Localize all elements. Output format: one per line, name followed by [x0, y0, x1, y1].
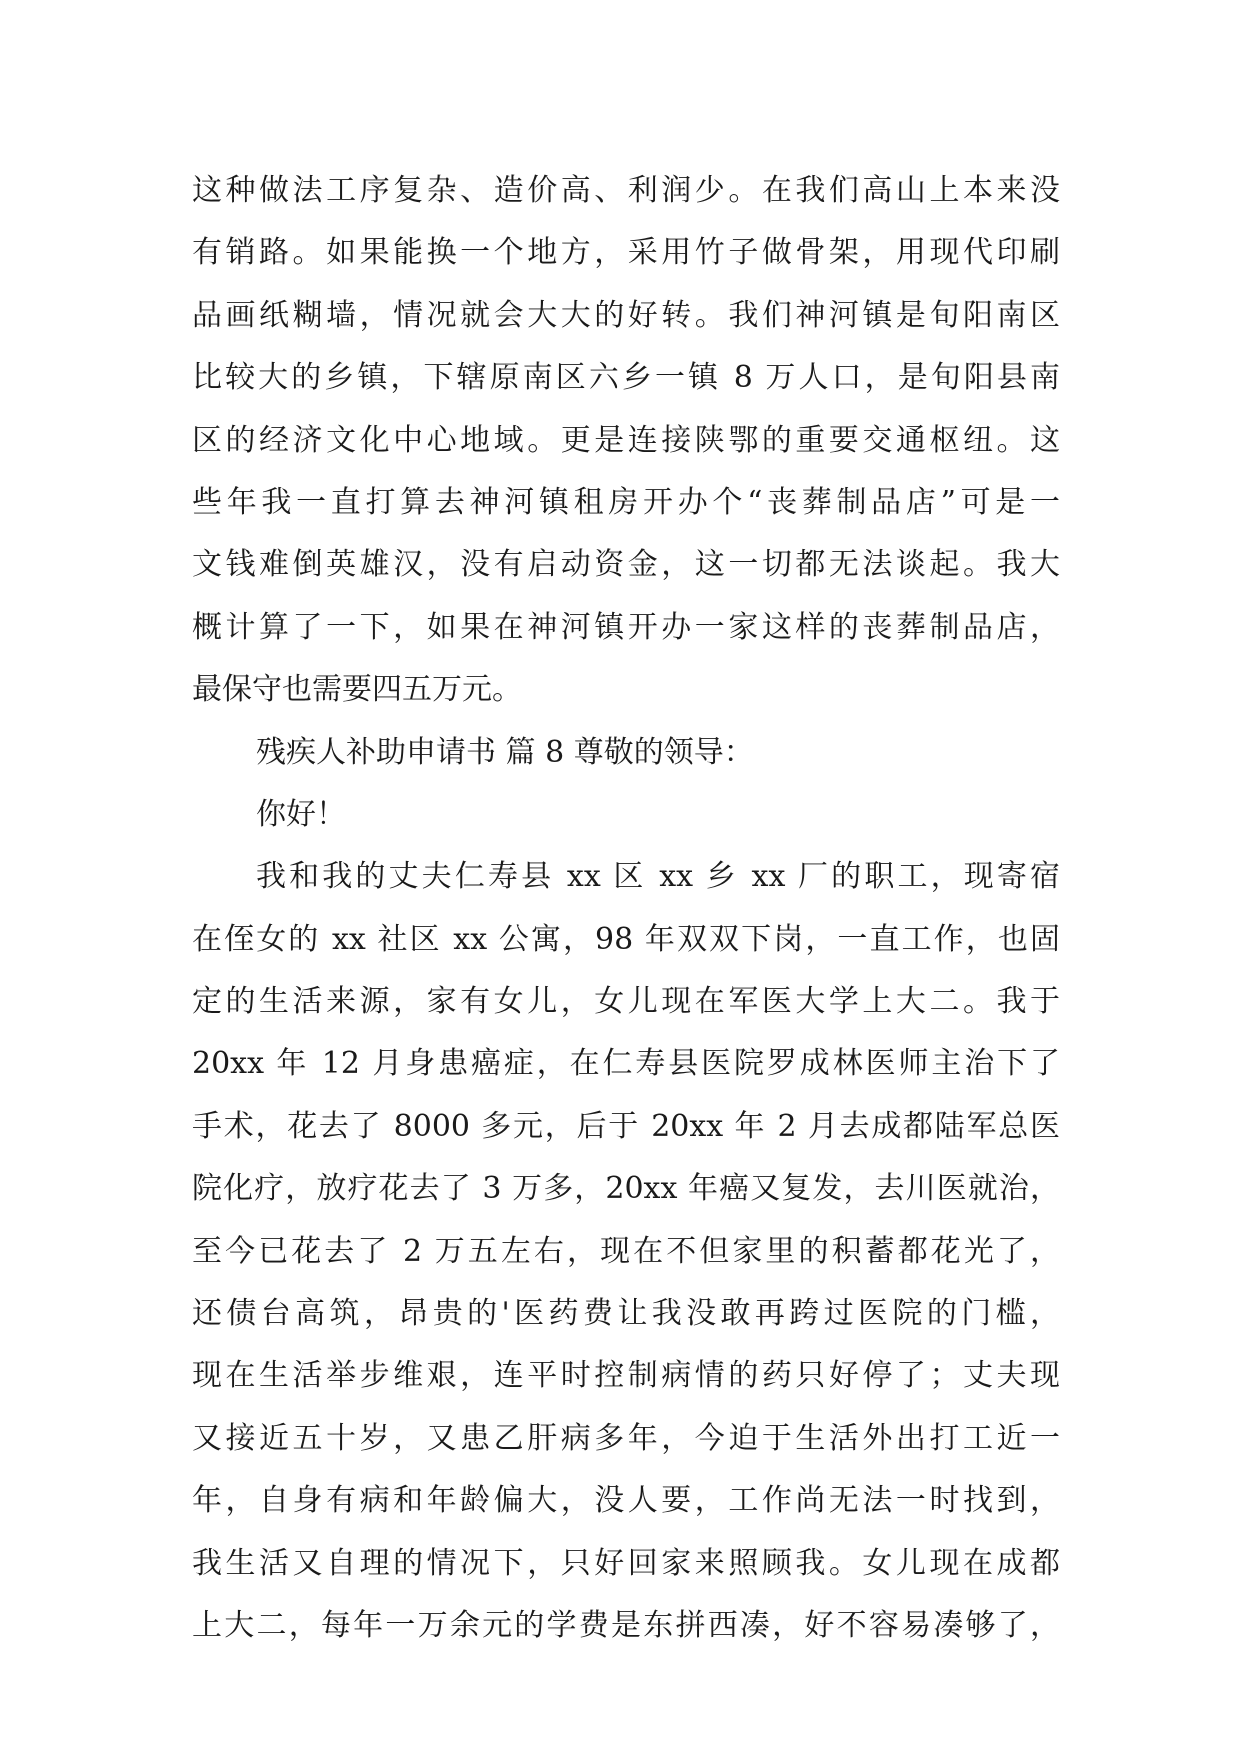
- text-line: 手术，花去了 8000 多元，后于 20xx 年 2 月去成都陆军总医: [192, 1108, 1060, 1144]
- text-line: 有销路。如果能换一个地方，采用竹子做骨架，用现代印刷: [192, 235, 1060, 271]
- text-line: 些年我一直打算去神河镇租房开办个“丧葬制品店”可是一: [192, 484, 1060, 520]
- section-heading: 残疾人补助申请书 篇 8 尊敬的领导：: [256, 734, 754, 770]
- text-line: 概计算了一下，如果在神河镇开办一家这样的丧葬制品店，: [192, 609, 1060, 645]
- text-line: 在侄女的 xx 社区 xx 公寓，98 年双双下岗，一直工作，也固: [192, 921, 1060, 957]
- text-line: 又接近五十岁，又患乙肝病多年，今迫于生活外出打工近一: [192, 1420, 1060, 1456]
- text-line: 年，自身有病和年龄偏大，没人要，工作尚无法一时找到，: [192, 1483, 1060, 1519]
- text-line: 上大二，每年一万余元的学费是东拼西凑，好不容易凑够了，: [192, 1607, 1060, 1643]
- text-line: 这种做法工序复杂、造价高、利润少。在我们高山上本来没: [192, 173, 1060, 208]
- text-line: 最保守也需要四五万元。: [192, 672, 522, 708]
- text-line: 我生活又自理的情况下，只好回家来照顾我。女儿现在成都: [192, 1545, 1060, 1581]
- text-line: 现在生活举步维艰，连平时控制病情的药只好停了；丈夫现: [192, 1358, 1060, 1394]
- text-line: 我和我的丈夫仁寿县 xx 区 xx 乡 xx 厂的职工，现寄宿: [256, 859, 1060, 895]
- text-line: 院化疗，放疗花去了 3 万多，20xx 年癌又复发，去川医就治，: [192, 1171, 1060, 1207]
- text-line: 还债台高筑，昂贵的'医药费让我没敢再跨过医院的门槛，: [192, 1296, 1060, 1332]
- text-line: 定的生活来源，家有女儿，女儿现在军医大学上大二。我于: [192, 984, 1060, 1020]
- text-line: 至今已花去了 2 万五左右，现在不但家里的积蓄都花光了，: [192, 1233, 1060, 1269]
- text-line: 20xx 年 12 月身患癌症，在仁寿县医院罗成林医师主治下了: [192, 1046, 1060, 1082]
- text-line: 区的经济文化中心地域。更是连接陕鄂的重要交通枢纽。这: [192, 422, 1060, 458]
- text-line: 比较大的乡镇，下辖原南区六乡一镇 8 万人口，是旬阳县南: [192, 360, 1060, 396]
- greeting: 你好！: [256, 796, 346, 832]
- text-line: 品画纸糊墙，情况就会大大的好转。我们神河镇是旬阳南区: [192, 297, 1060, 333]
- document-body: [192, 160, 1060, 1657]
- text-line: 文钱难倒英雄汉，没有启动资金，这一切都无法谈起。我大: [192, 547, 1060, 583]
